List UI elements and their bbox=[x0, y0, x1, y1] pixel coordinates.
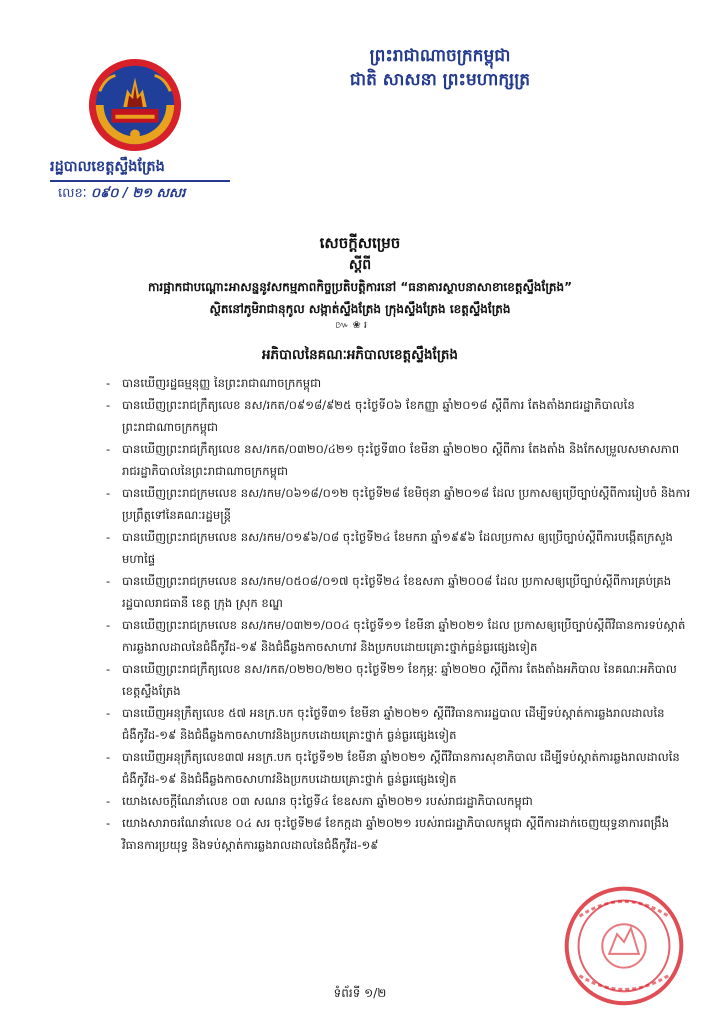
reference-number bbox=[58, 185, 185, 204]
kingdom-name: ព្រះរាជាណាចក្រកម្ពុជា bbox=[369, 46, 511, 66]
list-item: - បានឃើញព្រះរាជក្រមលេខ នស/រកម/០៥០៨/០១៧ ចុះថ្ងៃទី២៤ ខែឧសភា ឆ្នាំ២០០៨ ដែល ប្រកាសឲ្យប្រើច្បាប់ស្តីពីការគ្រប់គ្រងរដ្ឋបាលរាជធានី ខេត្ត ក្រុង ស្រុក ខណ្ឌ bbox=[106, 574, 672, 610]
reference-label: លេខៈ bbox=[58, 186, 87, 201]
list-item: - បានឃើញព្រះរាជក្រឹត្យលេខ នស/រកត/០២២០/២២០ ចុះថ្ងៃទី២១ ខែកុម្ភៈ ឆ្នាំ២០២០ ស្តីពីការ តែងតាំងអភិបាល នៃគណៈអភិបាលខេត្តស្ទឹងត្រែង bbox=[106, 662, 677, 698]
list-item: - បានឃើញអនុក្រឹត្យលេខ ៥៧ អនក្រ.បក ចុះថ្ងៃទី៣១ ខែមីនា ឆ្នាំ២០២១ ស្តីពីវិធានការរដ្ឋបាល ដើម្បីទប់ស្កាត់ការឆ្លងរាលដាលនៃជំងឺកូវីដ-១៩ និងជំងឺឆ្លងកាចសាហាវនិងប្រកបដោយគ្រោះថ្នាក់ ធ្ងន់ធ្ងរផ្សេងទៀត bbox=[106, 706, 665, 742]
list-item: - យោងសេចក្តីណែនាំលេខ ០៣ សណន ចុះថ្ងៃទី៤ ខែឧសភា ឆ្នាំ២០២១ របស់រាជរដ្ឋាភិបាលកម្ពុជា bbox=[106, 794, 533, 808]
list-item: - បានឃើញរដ្ឋធម្មនុញ្ញ នៃព្រះរាជាណាចក្រកម្ពុជា bbox=[106, 376, 322, 390]
document-title-block bbox=[60, 232, 660, 320]
issuing-administration: រដ្ឋបាលខេត្តស្ទឹងត្រែង bbox=[50, 159, 165, 175]
list-item: - យោងសារាចរណែនាំលេខ ០៤ សរ ចុះថ្ងៃទី២៨ ខែកក្កដា ឆ្នាំ២០២១ របស់រាជរដ្ឋាភិបាលកម្ពុជា ស្តីពីការដាក់ចេញយុទ្ធនាការពង្រឹងវិធានការប្រយុទ្ធ និងទប់ស្កាត់ការឆ្លងរាលដាលនៃជំងឺកូវីដ-១៩ bbox=[106, 816, 669, 852]
list-item: - បានឃើញព្រះរាជក្រមលេខ នស/រកម/០៣២១/០០៤ ចុះថ្ងៃទី១១ ខែមីនា ឆ្នាំ២០២១ ដែល ប្រកាសឲ្យប្រើច្បាប់ស្តីពីវិធានការទប់ស្កាត់ការឆ្លងរាលដាលនៃជំងឺកូវីដ-១៩ និងជំងឺឆ្លងកាចសាហាវ និងប្រកបដោយគ្រោះថ្នាក់ធ្ងន់ធ្ងរផ្សេងទៀត bbox=[106, 618, 686, 654]
list-item: - បានឃើញព្រះរាជក្រឹត្យលេខ នស/រកត/០៩១៨/៩២៥ ចុះថ្ងៃទី០៦ ខែកញ្ញា ឆ្នាំ២០១៨ ស្តីពីការ តែងតាំងរាជរដ្ឋាភិបាលនៃព្រះរាជាណាចក្រកម្ពុជា bbox=[106, 398, 635, 434]
kingdom-header bbox=[250, 44, 630, 92]
section-heading: អភិបាលនៃគណៈអភិបាលខេត្តស្ទឹងត្រែង bbox=[261, 347, 458, 363]
legal-basis-list bbox=[106, 372, 691, 856]
national-motto: ជាតិ សាសនា ព្រះមហាក្សត្រ bbox=[349, 70, 531, 90]
reference-value: ០៩០ / ២១ សសរ bbox=[90, 186, 186, 201]
page-number: ទំព័រទី ១/២ bbox=[333, 986, 387, 1000]
document-location: ស្ថិតនៅភូមិរាជានុកូល សង្កាត់ស្ទឹងត្រែង ក្រុងស្ទឹងត្រែង ខេត្តស្ទឹងត្រែង bbox=[209, 302, 511, 316]
list-item: - បានឃើញអនុក្រឹត្យលេខ៣៧ អនក្រ.បក ចុះថ្ងៃទី១២ ខែមីនា ឆ្នាំ២០២១ ស្តីពីវិធានការសុខាភិបាល ដើម្បីទប់ស្កាត់ការឆ្លងរាលដាលនៃជំងឺកូវីដ-១៩ និងជំងឺឆ្លងកាចសាហាវនិងប្រកបដោយគ្រោះថ្នាក់ ធ្ងន់ធ្ងរផ្សេងទៀត bbox=[106, 750, 680, 786]
provincial-emblem-logo bbox=[86, 55, 184, 155]
list-item: - បានឃើញព្រះរាជក្រឹត្យលេខ នស/រកត/០៣២០/៤២១ ចុះថ្ងៃទី៣០ ខែមីនា ឆ្នាំ២០២០ ស្តីពីការ តែងតាំង និងកែសម្រួលសមាសភាពរាជរដ្ឋាភិបាលនៃព្រះរាជាណាចក្រកម្ពុជា bbox=[106, 442, 680, 478]
document-subject: ការផ្អាកជាបណ្តោះអាសន្ននូវសកម្មភាពកិច្ចប្រតិបត្តិការនៅ “ធនាគារស្ថាបនាសាខាខេត្តស្ទឹងត្រែង” bbox=[147, 280, 573, 294]
document-subtitle: ស្តីពី bbox=[348, 257, 372, 273]
administration-underline bbox=[50, 180, 230, 182]
document-title: សេចក្តីសម្រេច bbox=[319, 234, 401, 252]
list-item: - បានឃើញព្រះរាជក្រមលេខ នស/រកម/០១៩៦/០៨ ចុះថ្ងៃទី២៤ ខែមករា ឆ្នាំ១៩៩៦ ដែលប្រកាស ឲ្យប្រើច្បាប់ស្តីពីការបង្កើតក្រសួងមហាផ្ទៃ bbox=[106, 530, 673, 566]
ornament-divider: ៚ ❀ ៛ bbox=[335, 320, 368, 331]
list-item: - បានឃើញព្រះរាជក្រមលេខ នស/រកម/០៦១៨/០១២ ចុះថ្ងៃទី២៨ ខែមិថុនា ឆ្នាំ២០១៨ ដែល ប្រកាសឲ្យប្រើច្បាប់ស្តីពីការរៀបចំ និងការប្រព្រឹត្តទៅនៃគណៈរដ្ឋមន្ត្រី bbox=[106, 486, 691, 522]
official-seal-stamp bbox=[540, 876, 708, 1006]
